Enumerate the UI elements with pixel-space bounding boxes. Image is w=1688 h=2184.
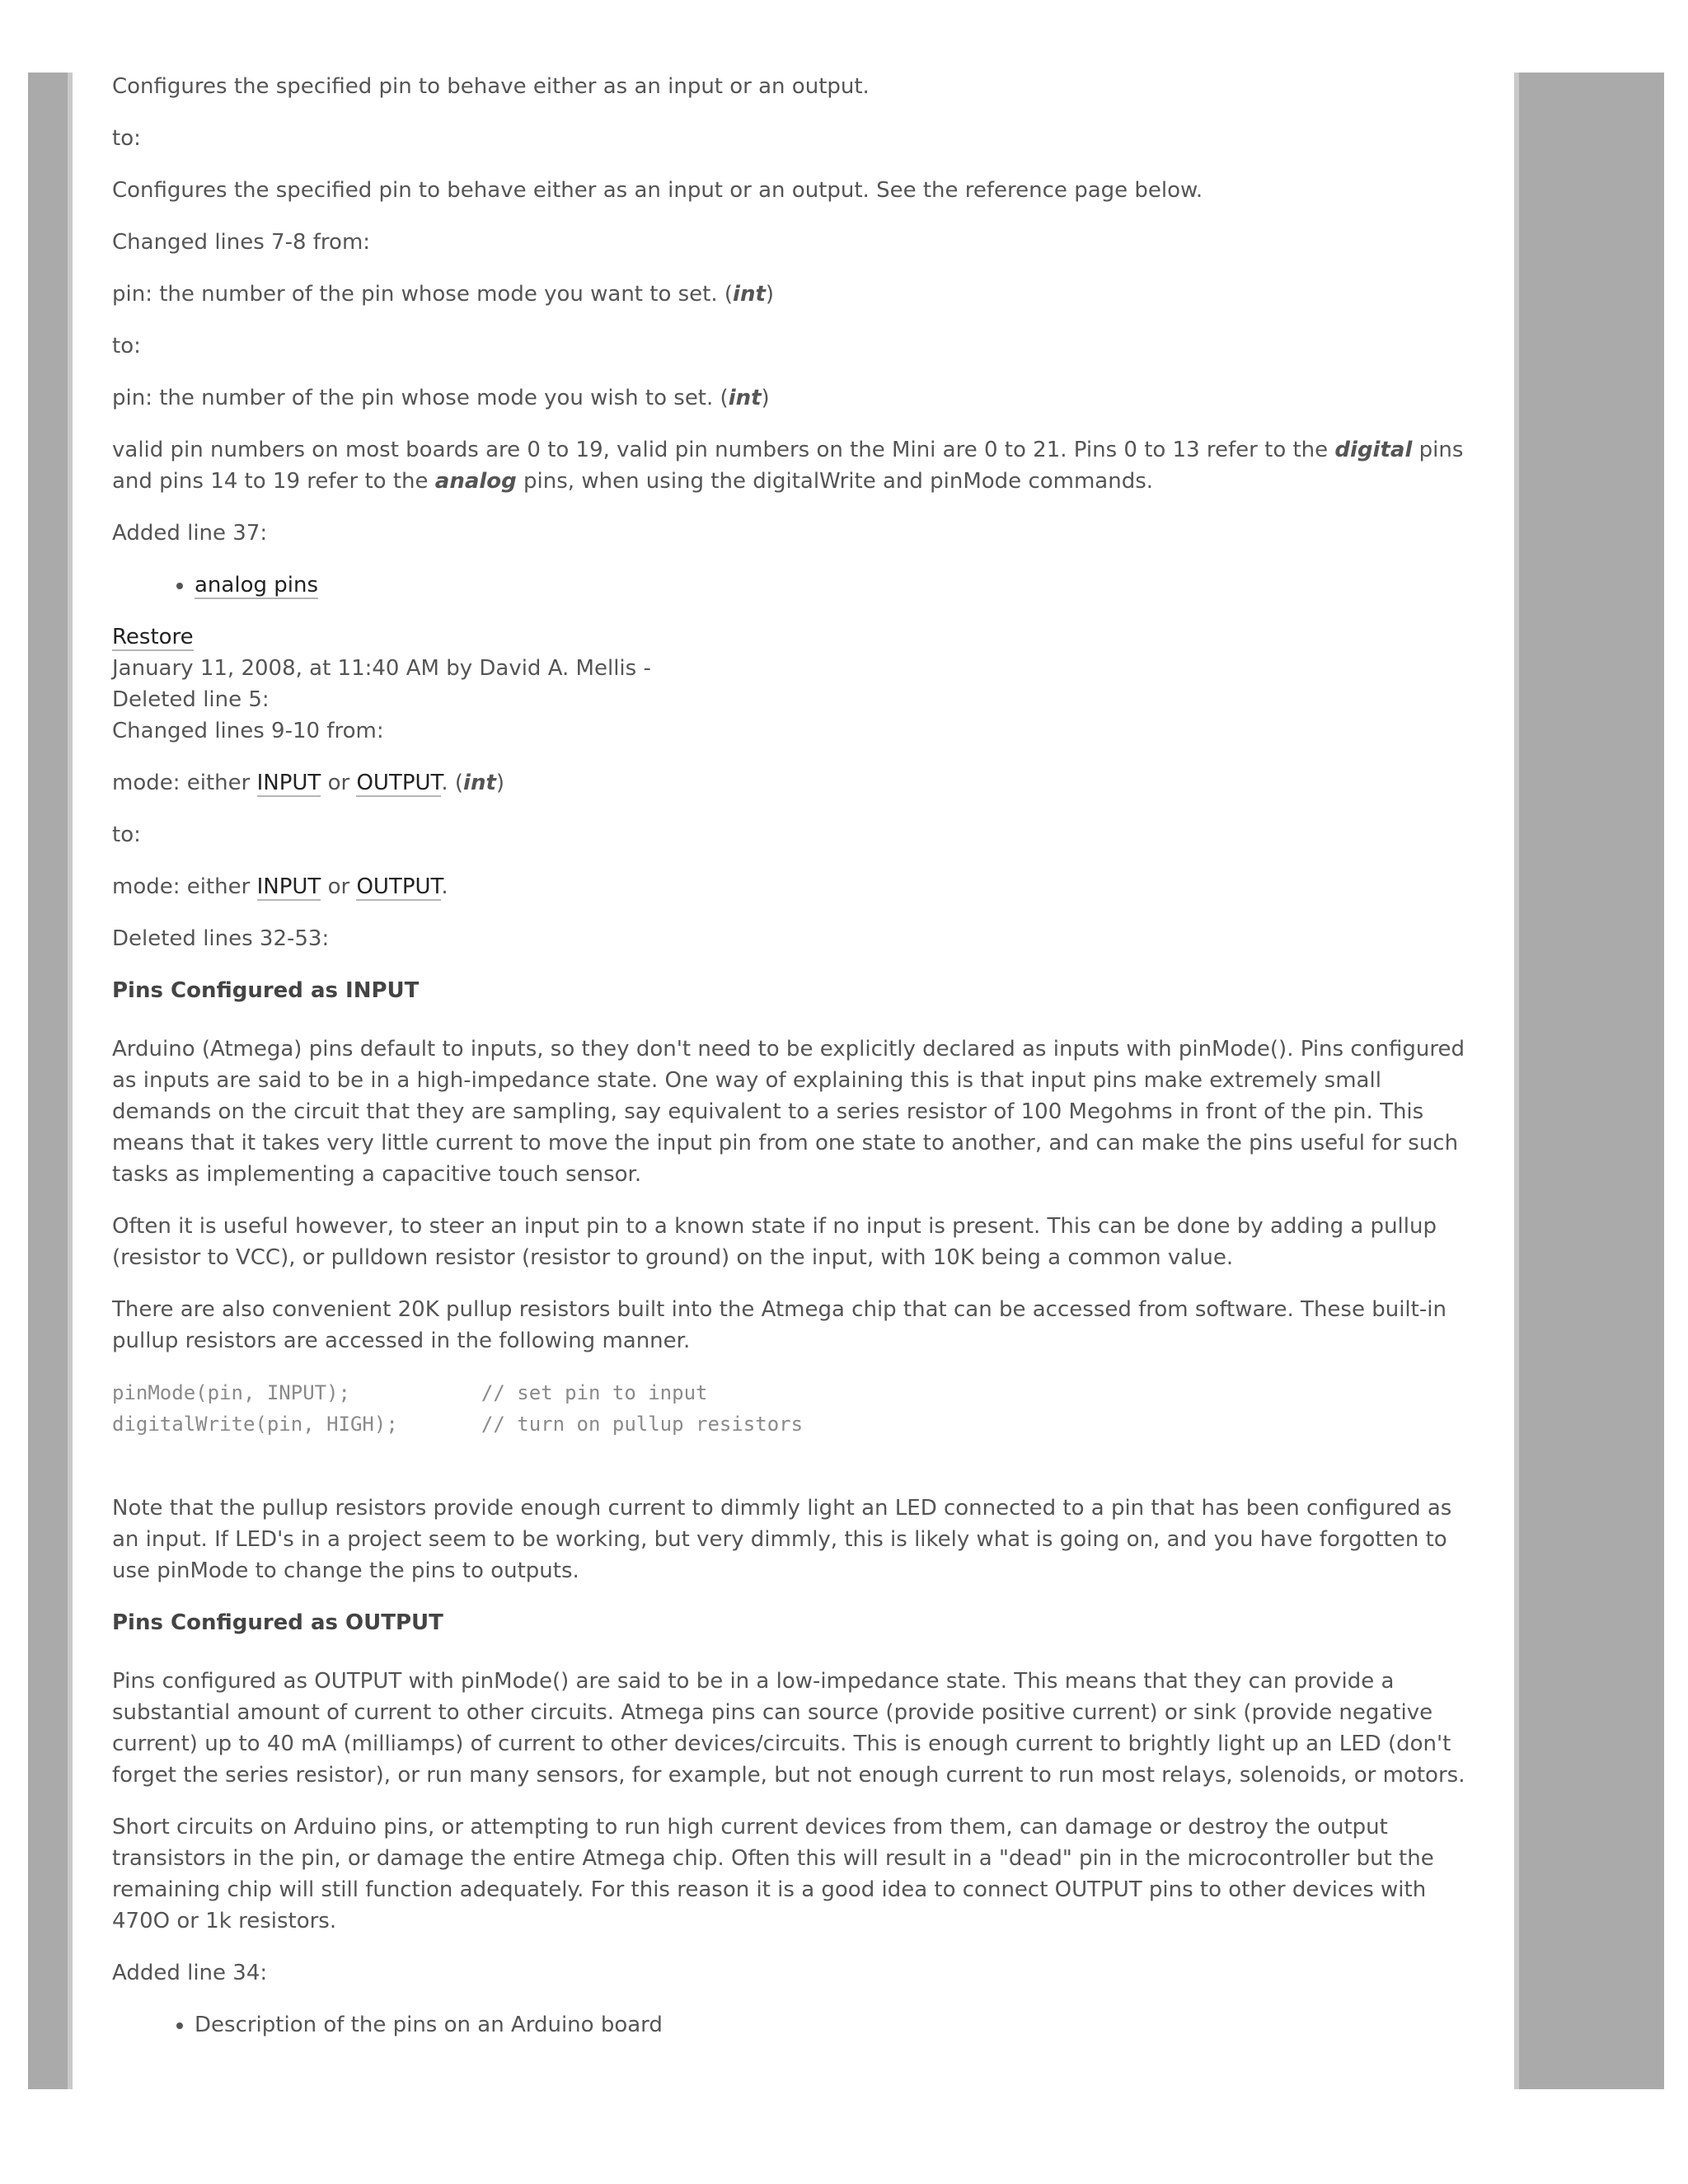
output-paragraph-2: Short circuits on Arduino pins, or attempting to run high current devices from them, can damage or destroy the output transistors in the pin, or damage the entire Atmega chip. Often this will result in a "dead" pin in the microcontroller but the remaining chip will still function adequately. For this reason it is a good idea to connect OUTPUT pins to other devices with 470O or 1k resistors. (112, 1815, 1434, 1933)
edit-metadata: January 11, 2008, at 11:40 AM by David A. Mellis - (112, 656, 651, 681)
to-label: to: (112, 334, 141, 359)
code-example (112, 1377, 1472, 1440)
deleted-lines-32-53-label: Deleted lines 32-53: (112, 926, 330, 951)
output-link[interactable]: OUTPUT (356, 771, 442, 795)
left-sidebar-bar (28, 73, 73, 2089)
code-line: pinMode(pin, INPUT); // set pin to input (112, 1381, 708, 1404)
new-pin-parameter-text: pin: the number of the pin whose mode you wish to set. (int) (112, 386, 770, 410)
analog-pins-link[interactable]: analog pins (195, 573, 318, 598)
int-type: int (463, 771, 496, 795)
to-label: to: (112, 126, 141, 151)
input-section-heading: Pins Configured as INPUT (112, 978, 420, 1003)
list-item: • Description of the pins on an Arduino board (195, 2009, 1472, 2041)
restore-link[interactable]: Restore (112, 625, 194, 649)
code-line: digitalWrite(pin, HIGH); // turn on pullup resistors (112, 1413, 804, 1436)
input-paragraph-4: Note that the pullup resistors provide enough current to dimmly light an LED connected to a pin that has been configured as an input. If LED's in a project seem to be working, but very dimmly, this is likely what is going on, and you have forgotten to use pinMode to change the pins to outputs. (112, 1496, 1452, 1583)
int-type: int (733, 282, 766, 307)
input-paragraph-2: Often it is useful however, to steer an input pin to a known state if no input is present. This can be done by adding a pullup (resistor to VCC), or pulldown resistor (resistor to ground) on the input, with 10K being a common value. (112, 1214, 1437, 1270)
input-paragraph-1: Arduino (Atmega) pins default to inputs, so they don't need to be explicitly declared as inputs with pinMode(). Pins configured as inputs are said to be in a high-impedance state. One way of explaining this is that input pins make extremely small demands on the circuit that they are sampling, say equivalent to a series resistor of 100 Megohms in front of the pin. This means that it takes very little current to move the input pin from one state to another, and can make the pins useful for such tasks as implementing a capacitive touch sensor. (112, 1037, 1465, 1187)
changed-lines-9-10-label: Changed lines 9-10 from: (112, 719, 384, 743)
output-paragraph-1: Pins configured as OUTPUT with pinMode() are said to be in a low-impedance state. This means that they can provide a substantial amount of current to other circuits. Atmega pins can source (provide positive current) or sink (provide negative current) up to 40 mA (milliamps) of current to other devices/circuits. This is enough current to brightly light up an LED (don't forget the series resistor), or run many sensors, for example, but not enough current to run most relays, solenoids, or motors. (112, 1669, 1465, 1788)
digital-emphasis: digital (1334, 438, 1413, 462)
added-line-37-label: Added line 37: (112, 521, 268, 546)
deleted-line-5-label: Deleted line 5: (112, 687, 270, 712)
added-line-34-label: Added line 34: (112, 1961, 268, 1985)
valid-pin-numbers-text: valid pin numbers on most boards are 0 to 19, valid pin numbers on the Mini are 0 to 21. Pins 0 to 13 refer to the digital pins and pins 14 to 19 refer to the analog pins, when using the digitalWrite and pinMode commands. (112, 438, 1464, 494)
old-pin-parameter-text: pin: the number of the pin whose mode you want to set. (int) (112, 282, 775, 307)
list-item (195, 569, 1472, 601)
input-link[interactable]: INPUT (256, 874, 321, 899)
changed-lines-7-8-label: Changed lines 7-8 from: (112, 230, 371, 255)
page-history-content (112, 71, 1472, 2061)
new-description-text: Configures the specified pin to behave either as an input or an output. See the reference page below. (112, 178, 1203, 203)
new-mode-parameter-text: mode: either INPUT or OUTPUT. (112, 874, 448, 899)
right-sidebar-bar (1514, 73, 1664, 2089)
restore-row (112, 621, 1472, 653)
to-label: to: (112, 823, 141, 847)
added-list (112, 569, 1472, 601)
old-mode-parameter-text: mode: either INPUT or OUTPUT. (int) (112, 771, 505, 795)
output-section-heading: Pins Configured as OUTPUT (112, 1610, 443, 1635)
input-paragraph-3: There are also convenient 20K pullup resistors built into the Atmega chip that can be accessed from software. These built-in pullup resistors are accessed in the following manner. (112, 1297, 1447, 1353)
int-type: int (728, 386, 762, 410)
analog-emphasis: analog (434, 469, 517, 494)
output-link[interactable]: OUTPUT (356, 874, 442, 899)
old-description-text: Configures the specified pin to behave either as an input or an output. (112, 74, 870, 99)
input-link[interactable]: INPUT (256, 771, 321, 795)
added-list (112, 2009, 1472, 2041)
